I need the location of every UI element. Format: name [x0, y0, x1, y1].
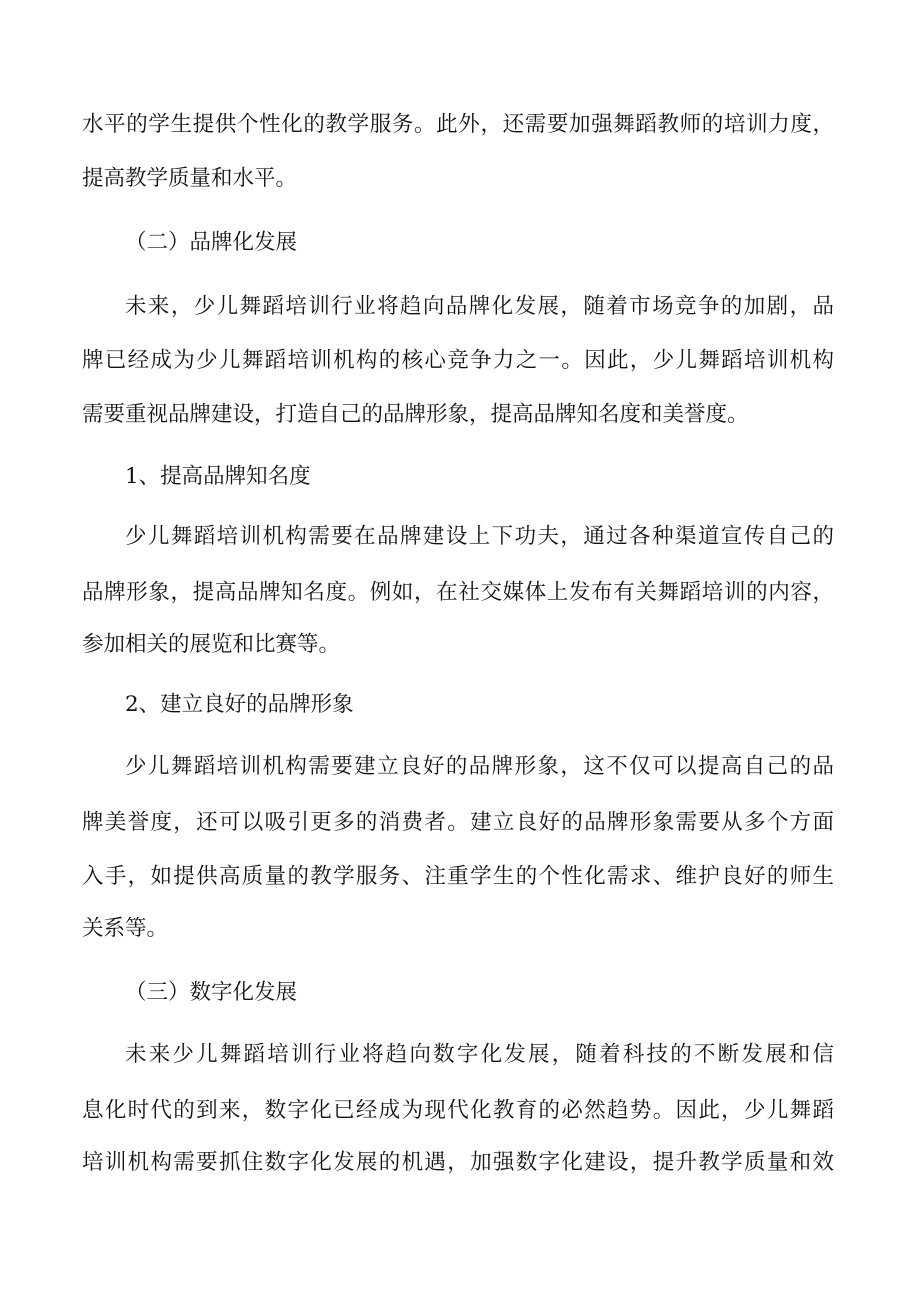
paragraph-line: 少儿舞蹈培训机构需要在品牌建设上下功夫，通过各种渠道宣传自己的 — [125, 524, 834, 549]
section-heading — [0, 226, 920, 260]
paragraph-line: 未来，少儿舞蹈培训行业将趋向品牌化发展，随着市场竞争的加剧，品 — [125, 294, 834, 319]
section-heading-text: （二）品牌化发展 — [125, 230, 298, 255]
text-line — [0, 290, 920, 324]
paragraph-line: 牌美誉度，还可以吸引更多的消费者。建立良好的品牌形象需要从多个方面 — [82, 810, 834, 835]
subsection-heading — [0, 460, 920, 494]
text-line — [0, 162, 920, 196]
text-line — [0, 750, 920, 784]
text-line — [0, 860, 920, 894]
paragraph-line: 需要重视品牌建设，打造自己的品牌形象，提高品牌知名度和美誉度。 — [82, 402, 749, 427]
text-line — [0, 1146, 920, 1180]
section-heading-text: （三）数字化发展 — [125, 980, 298, 1005]
text-line — [0, 108, 920, 142]
paragraph-line: 未来少儿舞蹈培训行业将趋向数字化发展，随着科技的不断发展和信 — [125, 1042, 834, 1067]
text-line — [0, 1094, 920, 1128]
paragraph-line: 水平的学生提供个性化的教学服务。此外，还需要加强舞蹈教师的培训力度， — [82, 112, 834, 137]
paragraph-line: 品牌形象，提高品牌知名度。例如，在社交媒体上发布有关舞蹈培训的内容， — [82, 580, 834, 605]
paragraph-line: 提高教学质量和水平。 — [82, 166, 298, 191]
paragraph-line: 培训机构需要抓住数字化发展的机遇，加强数字化建设，提升教学质量和效 — [82, 1150, 834, 1175]
paragraph-line: 关系等。 — [82, 916, 169, 941]
paragraph-line: 少儿舞蹈培训机构需要建立良好的品牌形象，这不仅可以提高自己的品 — [125, 754, 834, 779]
paragraph-line: 牌已经成为少儿舞蹈培训机构的核心竞争力之一。因此，少儿舞蹈培训机构 — [82, 348, 834, 373]
text-line — [0, 1038, 920, 1072]
text-line — [0, 344, 920, 378]
subsection-heading-text: 2、建立良好的品牌形象 — [125, 692, 354, 717]
text-line — [0, 576, 920, 610]
text-line — [0, 398, 920, 432]
section-heading — [0, 976, 920, 1010]
text-line — [0, 806, 920, 840]
paragraph-line: 参加相关的展览和比赛等。 — [82, 632, 341, 657]
text-line — [0, 520, 920, 554]
text-line — [0, 912, 920, 946]
subsection-heading — [0, 688, 920, 722]
paragraph-line: 息化时代的到来，数字化已经成为现代化教育的必然趋势。因此，少儿舞蹈 — [82, 1098, 834, 1123]
paragraph-line: 入手，如提供高质量的教学服务、注重学生的个性化需求、维护良好的师生 — [82, 864, 834, 889]
text-line — [0, 628, 920, 662]
subsection-heading-text: 1、提高品牌知名度 — [125, 464, 311, 489]
